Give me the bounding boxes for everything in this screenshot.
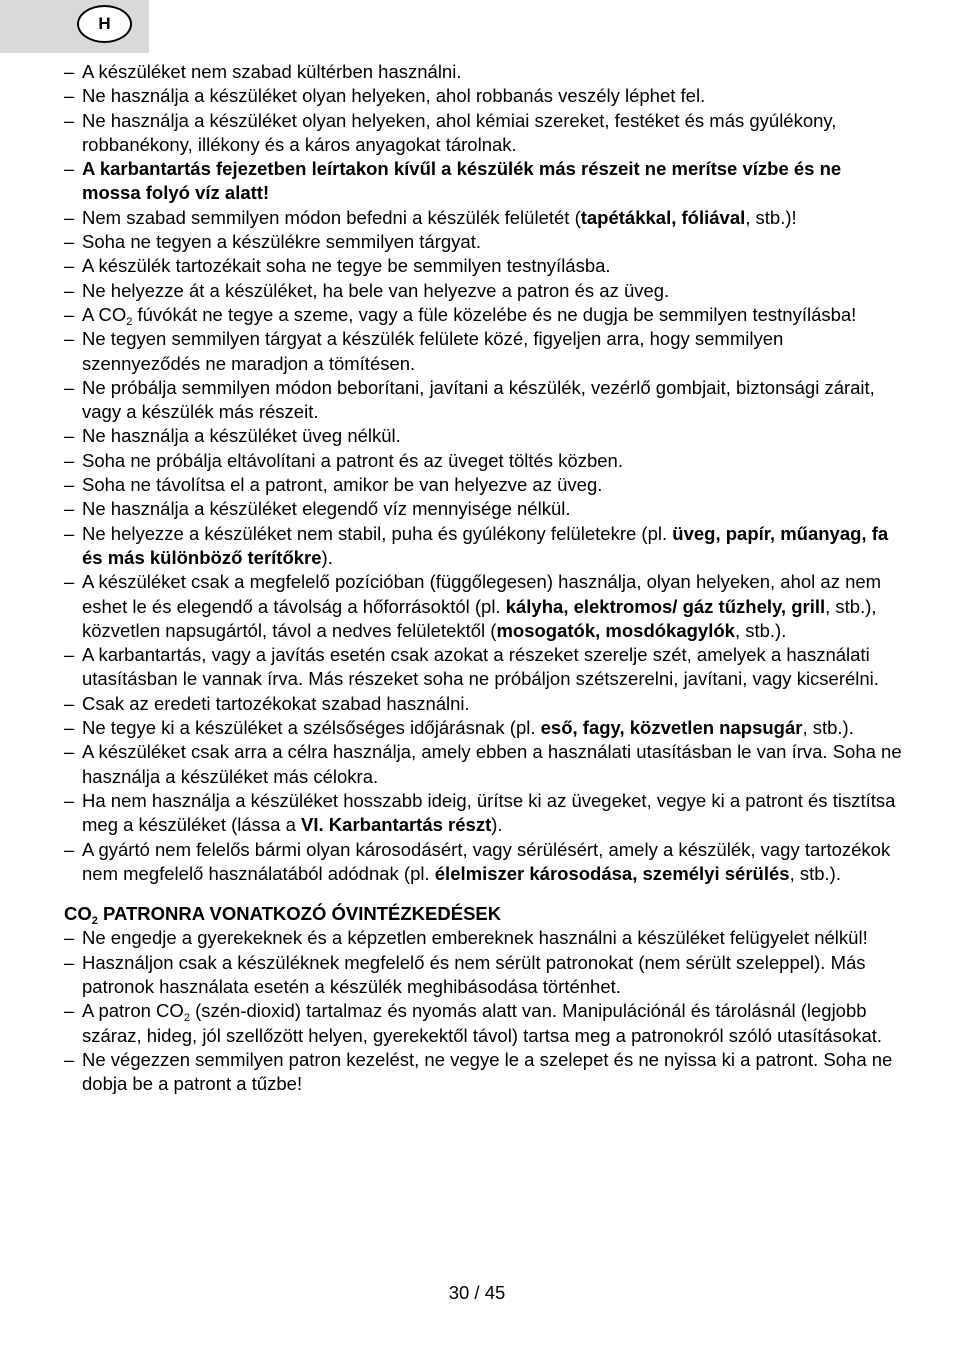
safety-list	[64, 60, 904, 886]
list-item	[64, 157, 904, 206]
text: , stb.).	[789, 862, 841, 884]
co2-precautions-list	[64, 926, 904, 1096]
text: , stb.).	[802, 717, 854, 739]
subscript: 2	[126, 315, 133, 328]
list-item	[64, 1048, 904, 1097]
text: Nem szabad semmilyen módon befedni a készülék felületét (	[82, 206, 581, 228]
text: Ne tegyen semmilyen tárgyat a készülék felülete közé, figyeljen arra, hogy semmilyen szennyeződés ne maradjon a tömítésen.	[82, 328, 784, 374]
list-item	[64, 643, 904, 692]
text: Ha nem használja a készüléket hosszabb ideig, ürítse ki az üvegeket, vegye ki a patront és tisztítsa meg a készüléket (lássa a	[82, 789, 896, 836]
text: A patron CO	[82, 1000, 184, 1022]
text: A készüléket csak a megfelelő pozícióban (függőlegesen) használja, olyan helyeken, ahol az nem eshet le és elegendő a távolság a hőforrásoktól (pl.	[82, 571, 882, 617]
list-item	[64, 60, 904, 84]
list-item	[64, 449, 904, 473]
subscript: 2	[183, 1012, 190, 1025]
text: Soha ne próbálja eltávolítani a patront és az üveget töltés közben.	[82, 449, 623, 471]
list-item	[64, 716, 904, 740]
text: Ne próbálja semmilyen módon beborítani, javítani a készülék, vezérlő gombjait, biztonsági zárait, vagy a készülék más részeit.	[82, 376, 875, 423]
text: Ne tegye ki a készüléket a szélsőséges időjárásnak (pl.	[82, 717, 541, 739]
text: Ne helyezze át a készüléket, ha bele van helyezve a patron és az üveg.	[82, 279, 670, 301]
bold-text: mosogatók, mosdókagylók	[496, 619, 735, 641]
text: A készülék tartozékait soha ne tegye be semmilyen testnyílásba.	[82, 255, 611, 277]
text: Ne végezzen semmilyen patron kezelést, ne vegye le a szelepet és ne nyissa ki a patront. Soha ne dobja be a patront a tűzbe!	[82, 1048, 893, 1095]
text: Ne használja a készüléket elegendő víz mennyisége nélkül.	[82, 498, 571, 520]
language-tab	[0, 0, 149, 53]
text: A készüléket csak arra a célra használja, amely ebben a használati utasításban le van írva. Soha ne használja a készüléket más célokra.	[82, 741, 902, 787]
list-item	[64, 740, 904, 789]
text: Soha ne tegyen a készülékre semmilyen tárgyat.	[82, 231, 481, 253]
text: A karbantartás, vagy a javítás esetén csak azokat a részeket szerelje szét, amelyek a használati utasításban le vannak írva. Más részeket soha ne próbáljon szétszerelni, javítani, vagy kicserélni.	[82, 644, 879, 690]
bold-text: tapétákkal, fóliával	[580, 206, 746, 228]
text: Csak az eredeti tartozékokat szabad használni.	[82, 692, 470, 714]
list-item	[64, 84, 904, 108]
list-item	[64, 327, 904, 376]
list-item	[64, 522, 904, 571]
list-item	[64, 789, 904, 838]
bold-text: A karbantartás fejezetben leírtakon kívűl a készülék más részeit ne merítse vízbe és ne mossa folyó víz alatt!	[82, 158, 842, 204]
bold-text: kályha, elektromos/ gáz tűzhely, grill	[505, 595, 826, 617]
list-item	[64, 497, 904, 521]
text: Használjon csak a készüléknek megfelelő és nem sérült patronokat (nem sérült szeleppel). Más patronok használata esetén a készülék meghibásodása történhet.	[82, 951, 866, 997]
page-number: 30 / 45	[448, 1282, 506, 1303]
text: Soha ne távolítsa el a patront, amikor be van helyezve az üveg.	[82, 474, 603, 496]
list-item	[64, 926, 904, 950]
list-item	[64, 254, 904, 278]
list-item	[64, 303, 904, 327]
text: , stb.), közvetlen napsugártól, távol a nedves felületektől (	[82, 595, 877, 641]
text: (szén-dioxid) tartalmaz és nyomás alatt van. Manipulációnál és tárolásnál (legjobb száraz, hideg, jól szellőzött helyen, gyerekektől távol) tartsa meg a patronokról szóló utasításokat.	[82, 1000, 883, 1046]
text: , stb.).	[734, 619, 787, 641]
text: A készüléket nem szabad kültérben használni.	[82, 61, 462, 82]
list-item	[64, 999, 904, 1048]
list-item	[64, 109, 904, 158]
text: ).	[321, 546, 333, 568]
text: , stb.)!	[745, 206, 797, 228]
bold-text: üveg, papír, műanyag, fa és más különböző terítőkre	[82, 522, 889, 568]
text: A CO	[82, 303, 127, 325]
list-item	[64, 376, 904, 425]
list-item	[64, 279, 904, 303]
document-body	[64, 60, 904, 1096]
text: Ne használja a készüléket olyan helyeken, ahol robbanás veszély léphet fel.	[82, 85, 706, 107]
text: Ne engedje a gyerekeknek és a képzetlen embereknek használni a készüléket felügyelet nélkül!	[82, 927, 868, 949]
text: Ne használja a készüléket olyan helyeken, ahol kémiai szereket, festéket és más gyúlékony, robbanékony, illékony és a káros anyagokat tárolnak.	[82, 109, 837, 155]
list-item	[64, 692, 904, 716]
text: A gyártó nem felelős bármi olyan károsodásért, vagy sérülésért, amely a készülék, vagy tartozékok nem megfelelő használatából adódnak (pl.	[82, 838, 891, 884]
list-item	[64, 951, 904, 1000]
bold-text: élelmiszer károsodása, személyi sérülés	[434, 862, 790, 884]
list-item	[64, 838, 904, 887]
list-item	[64, 206, 904, 230]
list-item	[64, 230, 904, 254]
language-badge: H	[77, 5, 132, 43]
text: Ne helyezze a készüléket nem stabil, puha és gyúlékony felületekre (pl.	[82, 522, 673, 544]
list-item	[64, 570, 904, 643]
list-item	[64, 424, 904, 448]
bold-text: eső, fagy, közvetlen napsugár	[540, 717, 803, 739]
text: Ne használja a készüléket üveg nélkül.	[82, 425, 401, 447]
section-heading: $CO_2$ PATRONRA VONATKOZÓ ÓVINTÉZKEDÉSEK	[64, 903, 502, 928]
text: fúvókát ne tegye a szeme, vagy a füle közelébe és ne dugja be semmilyen testnyílásba!	[132, 303, 857, 325]
list-item	[64, 473, 904, 497]
bold-text: VI. Karbantartás részt	[301, 814, 492, 836]
text: ).	[491, 814, 503, 836]
